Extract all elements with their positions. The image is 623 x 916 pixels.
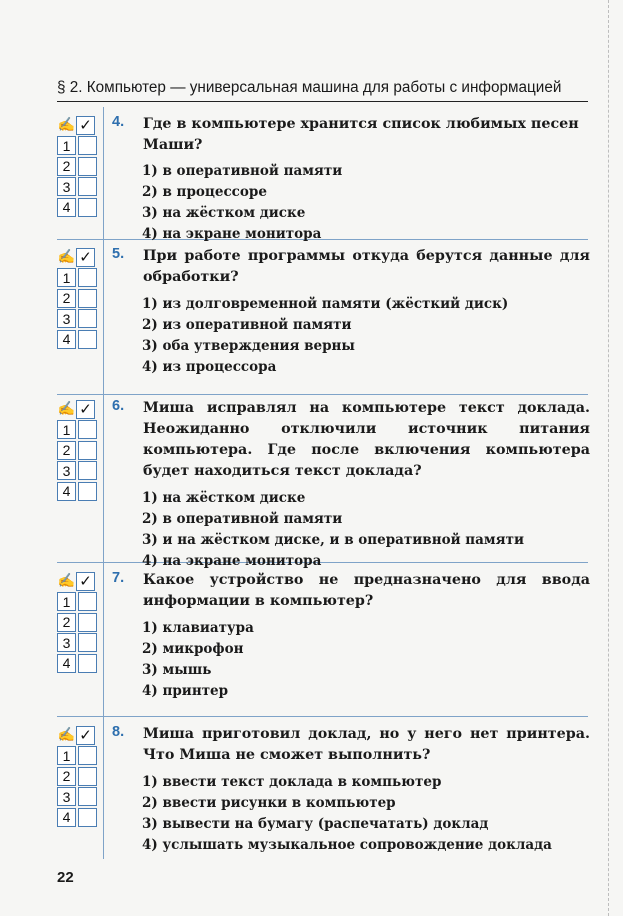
answer-checkbox[interactable]	[78, 289, 97, 308]
option-number-box: 1	[57, 268, 76, 287]
option-number-box: 1	[57, 746, 76, 765]
question-5	[112, 246, 590, 378]
option-number-box: 3	[57, 461, 76, 480]
check-box[interactable]: ✓	[76, 572, 95, 591]
answer-checkbox[interactable]	[78, 613, 97, 632]
answer-option: 2) из оперативной памяти	[142, 317, 352, 333]
header-rule	[57, 101, 588, 102]
pen-icon: ✍	[57, 727, 76, 743]
answer-checkbox[interactable]	[78, 420, 97, 439]
answer-checkbox[interactable]	[78, 787, 97, 806]
question-8	[112, 724, 590, 856]
option-number-box: 2	[57, 613, 76, 632]
option-number-box: 2	[57, 289, 76, 308]
option-number-box: 4	[57, 808, 76, 827]
answer-checkbox[interactable]	[78, 330, 97, 349]
question-separator	[57, 394, 588, 395]
option-number-box: 3	[57, 633, 76, 652]
question-number: 4.	[112, 114, 125, 130]
option-number-box: 3	[57, 309, 76, 328]
question-text: Миша приготовил доклад, но у него нет принтера. Что Миша не сможет выполнить?	[143, 726, 590, 763]
question-number: 7.	[112, 570, 125, 586]
question-number: 5.	[112, 246, 125, 262]
option-number-box: 2	[57, 767, 76, 786]
answer-option: 3) вывести на бумагу (распечатать) доклад	[142, 816, 489, 832]
answer-option: 1) в оперативной памяти	[142, 163, 343, 179]
question-4	[112, 114, 590, 245]
answer-checkbox[interactable]	[78, 633, 97, 652]
answer-option: 1) ввести текст доклада в компьютер	[142, 774, 442, 790]
answer-option: 3) на жёстком диске	[142, 205, 306, 221]
answer-checkbox[interactable]	[78, 461, 97, 480]
pen-icon: ✍	[57, 117, 76, 133]
answer-checkbox[interactable]	[78, 198, 97, 217]
check-box[interactable]: ✓	[76, 400, 95, 419]
question-text: При работе программы откуда берутся данные для обработки?	[143, 248, 590, 285]
option-number-box: 4	[57, 654, 76, 673]
question-number: 8.	[112, 724, 125, 740]
answer-checkbox[interactable]	[78, 268, 97, 287]
question-text: Миша исправлял на компьютере текст доклада. Неожиданно отключили источник питания компьютера. Где после включения компьютера будет находиться текст доклада?	[143, 400, 590, 479]
answer-grid-q5	[57, 247, 99, 350]
answer-option: 4) на экране монитора	[142, 226, 322, 242]
pen-icon: ✍	[57, 401, 76, 417]
page-edge	[608, 0, 609, 916]
pen-icon: ✍	[57, 573, 76, 589]
page-number: 22	[57, 869, 74, 886]
answer-option: 2) в процессоре	[142, 184, 267, 200]
answer-option: 1) из долговременной памяти (жёсткий диск)	[142, 296, 509, 312]
answer-checkbox[interactable]	[78, 808, 97, 827]
answer-checkbox[interactable]	[78, 309, 97, 328]
answer-option: 4) из процессора	[142, 359, 277, 375]
answer-checkbox[interactable]	[78, 746, 97, 765]
pen-icon: ✍	[57, 249, 76, 265]
option-number-box: 3	[57, 177, 76, 196]
option-number-box: 1	[57, 420, 76, 439]
answer-checkbox[interactable]	[78, 157, 97, 176]
option-number-box: 4	[57, 330, 76, 349]
answer-checkbox[interactable]	[78, 767, 97, 786]
option-number-box: 1	[57, 592, 76, 611]
answer-option: 3) мышь	[142, 662, 212, 678]
section-header: § 2. Компьютер — универсальная машина для работы с информацией	[57, 79, 562, 96]
answer-checkbox[interactable]	[78, 441, 97, 460]
answer-checkbox[interactable]	[78, 177, 97, 196]
option-number-box: 4	[57, 198, 76, 217]
answer-option: 4) на экране монитора	[142, 553, 322, 569]
answer-option: 4) принтер	[142, 683, 229, 699]
question-text: Какое устройство не предназначено для ввода информации в компьютер?	[143, 572, 590, 609]
answer-checkbox[interactable]	[78, 136, 97, 155]
option-number-box: 1	[57, 136, 76, 155]
answer-option: 4) услышать музыкальное сопровождение доклада	[142, 837, 552, 853]
answer-grid-q7	[57, 571, 99, 674]
answer-option: 3) оба утверждения верны	[142, 338, 355, 354]
answer-option: 2) в оперативной памяти	[142, 511, 343, 527]
question-7	[112, 570, 590, 702]
check-box[interactable]: ✓	[76, 116, 95, 135]
answer-grid-q4	[57, 115, 99, 218]
question-6	[112, 398, 590, 572]
check-box[interactable]: ✓	[76, 726, 95, 745]
option-number-box: 4	[57, 482, 76, 501]
option-number-box: 2	[57, 157, 76, 176]
answer-option: 2) микрофон	[142, 641, 244, 657]
question-text: Где в компьютере хранится список любимых песен Маши?	[143, 116, 579, 153]
option-number-box: 3	[57, 787, 76, 806]
answer-checkbox[interactable]	[78, 592, 97, 611]
margin-line	[103, 107, 104, 859]
answer-checkbox[interactable]	[78, 482, 97, 501]
question-number: 6.	[112, 398, 125, 414]
option-number-box: 2	[57, 441, 76, 460]
answer-option: 2) ввести рисунки в компьютер	[142, 795, 396, 811]
answer-option: 1) на жёстком диске	[142, 490, 306, 506]
answer-option: 1) клавиатура	[142, 620, 254, 636]
check-box[interactable]: ✓	[76, 248, 95, 267]
question-separator	[57, 716, 588, 717]
answer-checkbox[interactable]	[78, 654, 97, 673]
answer-grid-q8	[57, 725, 99, 828]
answer-option: 3) и на жёстком диске, и в оперативной памяти	[142, 532, 524, 548]
answer-grid-q6	[57, 399, 99, 502]
